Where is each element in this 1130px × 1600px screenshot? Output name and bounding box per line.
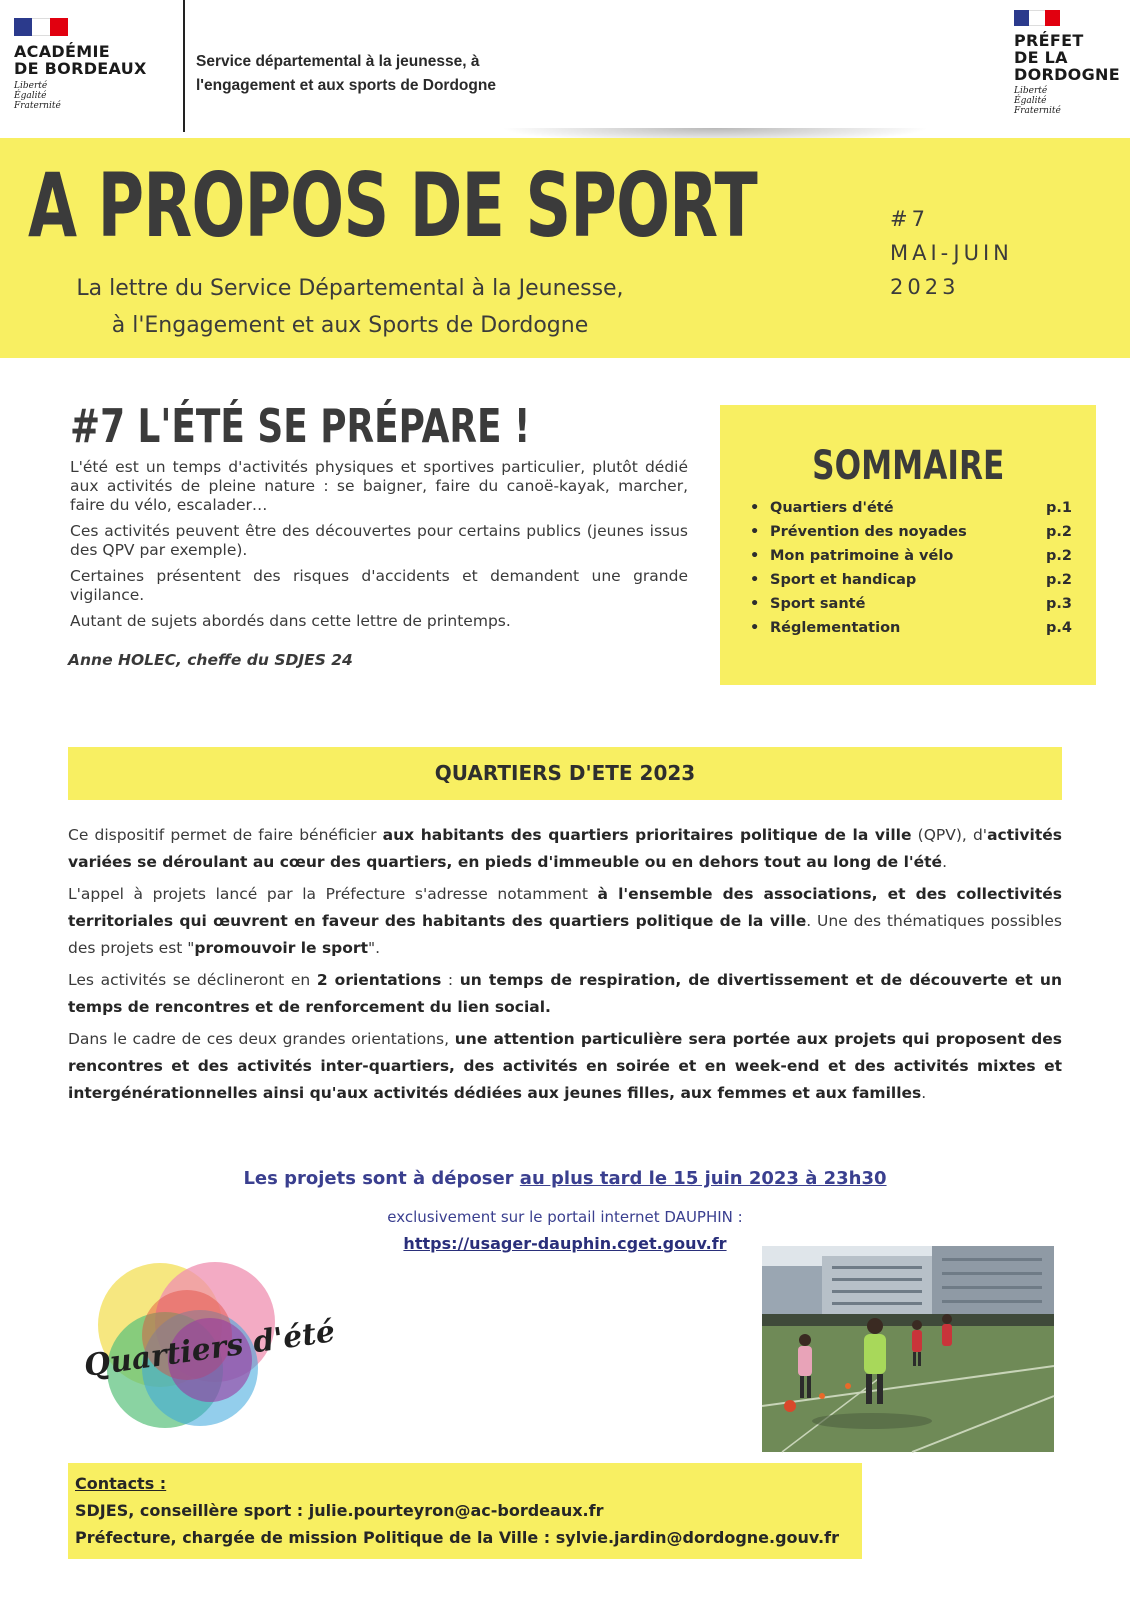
academie-name-line1: ACADÉMIE (14, 42, 110, 61)
intro-paragraph: Ces activités peuvent être des découvertes pour certains publics (jeunes issus des QPV par exemple). (70, 522, 688, 559)
sommaire-item[interactable]: • Sport santé p.3 (750, 592, 1072, 616)
prefet-motto-3: Fraternité (1014, 106, 1061, 116)
sommaire-item[interactable]: • Mon patrimoine à vélo p.2 (750, 544, 1072, 568)
contact-sdjes: SDJES, conseillère sport : julie.pourteyron@ac-bordeaux.fr (75, 1501, 604, 1520)
academie-logo (14, 18, 174, 111)
issue-period: MAI-JUIN (890, 241, 1013, 265)
sommaire-list (750, 496, 1072, 640)
header-divider (183, 0, 185, 132)
section-title: QUARTIERS D'ETE 2023 (434, 761, 696, 785)
intro-signature: Anne HOLEC, cheffe du SDJES 24 (68, 651, 353, 669)
intro-heading: #7 L'ÉTÉ SE PRÉPARE ! (70, 399, 531, 453)
body-paragraph: Les activités se déclineront en 2 orientations : un temps de respiration, de divertissement et de découverte et un temps de rencontres et de renforcement du lien social. (68, 971, 1062, 1016)
section-header-quartiers (68, 747, 1062, 800)
flag-icon (14, 18, 68, 36)
prefet-motto-2: Égalité (1014, 96, 1047, 106)
deadline-text: Les projets sont à déposer au plus tard le 15 juin 2023 à 23h30 (243, 1168, 887, 1189)
intro-paragraph: Certaines présentent des risques d'accidents et demandent une grande vigilance. (70, 567, 688, 604)
sommaire-item[interactable]: • Quartiers d'été p.1 (750, 496, 1072, 520)
service-line-1: Service départemental à la jeunesse, à (196, 53, 480, 70)
contact-prefecture: Préfecture, chargée de mission Politique de la Ville : sylvie.jardin@dordogne.gouv.fr (75, 1528, 839, 1547)
contacts-title: Contacts : (75, 1474, 167, 1493)
portal-text: exclusivement sur le portail internet DAUPHIN : (387, 1208, 743, 1226)
sommaire-item[interactable]: • Sport et handicap p.2 (750, 568, 1072, 592)
academie-motto-2: Égalité (14, 91, 47, 101)
prefet-name-line3: DORDOGNE (1014, 65, 1120, 84)
subtitle-line-1: La lettre du Service Départemental à la Jeunesse, (76, 276, 624, 301)
sommaire-item[interactable]: • Prévention des noyades p.2 (750, 520, 1072, 544)
intro-text (70, 458, 688, 638)
issue-number: #7 (890, 207, 929, 231)
intro-paragraph: Autant de sujets abordés dans cette lettre de printemps. (70, 612, 511, 630)
photo-children-football (762, 1246, 1054, 1452)
subtitle-line-2: à l'Engagement et aux Sports de Dordogne (111, 313, 589, 338)
newsletter-subtitle (40, 270, 660, 344)
service-line-2: l'engagement et aux sports de Dordogne (196, 77, 496, 94)
issue-info (890, 202, 1013, 304)
issue-year: 2023 (890, 275, 960, 299)
newsletter-title: A PROPOS DE SPORT (28, 154, 757, 257)
body-paragraph: Ce dispositif permet de faire bénéficier aux habitants des quartiers prioritaires politique de la ville (QPV), d'activités variées se déroulant au cœur des quartiers, en pieds d'immeuble ou en dehors tout au long de l'été. (68, 826, 1062, 871)
contacts-box (68, 1463, 862, 1559)
flag-icon (1014, 10, 1060, 26)
prefet-name-line2: DE LA (1014, 48, 1068, 67)
sommaire-item[interactable]: • Réglementation p.4 (750, 616, 1072, 640)
prefet-logo (1014, 10, 1124, 116)
intro-paragraph: L'été est un temps d'activités physiques et sportives particulier, plutôt dédié aux activités de pleine nature : se baigner, faire du canoë-kayak, marcher, faire du vélo, escalader… (70, 458, 688, 514)
dauphin-portal-link[interactable]: https://usager-dauphin.cget.gouv.fr (403, 1234, 727, 1253)
body-paragraph: Dans le cadre de ces deux grandes orientations, une attention particulière sera portée aux projets qui proposent des rencontres et des activités inter-quartiers, des activités en soirée et en week-end et des activités mixtes et intergénérationnelles ainsi qu'aux activités dédiées aux jeunes filles, aux femmes et aux familles. (68, 1030, 1062, 1102)
academie-name-line2: DE BORDEAUX (14, 59, 147, 78)
quartiers-ete-logo (75, 1250, 338, 1440)
academie-motto-3: Fraternité (14, 101, 61, 111)
prefet-motto-1: Liberté (1014, 86, 1048, 96)
service-name (196, 50, 496, 98)
sommaire-box (720, 405, 1096, 685)
academie-motto-1: Liberté (14, 81, 48, 91)
logo-text: Quartiers d'été (81, 1314, 338, 1385)
deadline-date: au plus tard le 15 juin 2023 à 23h30 (519, 1168, 887, 1189)
prefet-name-line1: PRÉFET (1014, 31, 1084, 50)
sommaire-title: SOMMAIRE (811, 443, 1005, 489)
body-paragraph: L'appel à projets lancé par la Préfecture s'adresse notamment à l'ensemble des associations, et des collectivités territoriales qui œuvrent en faveur des habitants des quartiers politique de la ville. Une des thématiques possibles des projets est "promouvoir le sport". (68, 885, 1062, 957)
quartiers-body (68, 822, 1062, 1112)
